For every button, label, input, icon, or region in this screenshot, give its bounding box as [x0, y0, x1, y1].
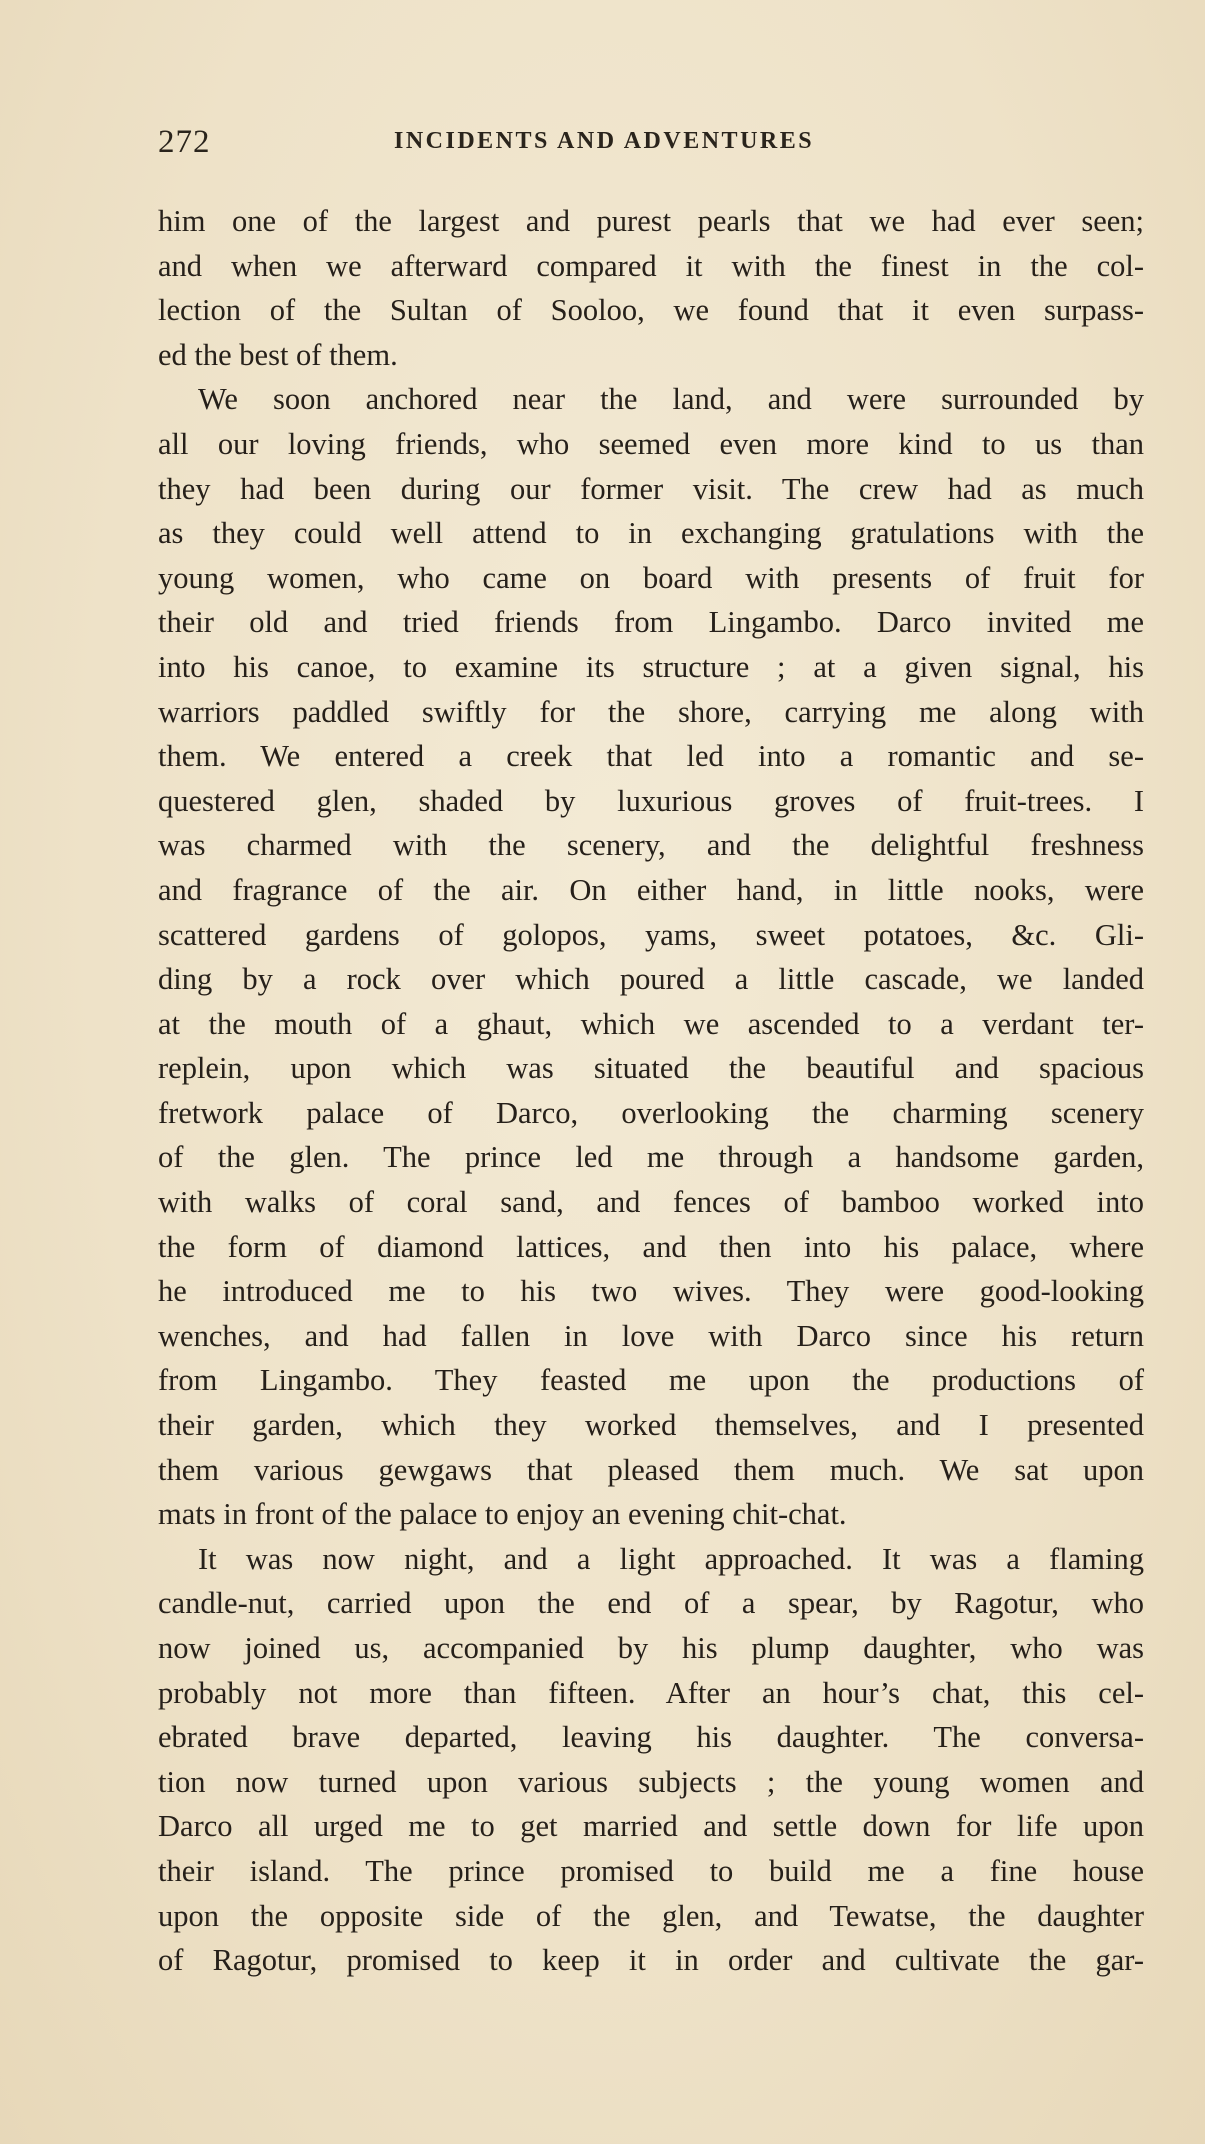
text-line: and fragrance of the air. On either hand, in little nooks, were [158, 872, 1144, 907]
text-line: questered glen, shaded by luxurious groves of fruit-trees. I [158, 783, 1144, 818]
text-line: was charmed with the scenery, and the delightful freshness [158, 828, 1144, 863]
paragraph [158, 1537, 1144, 1983]
text-line: at the mouth of a ghaut, which we ascended to a verdant ter- [158, 1006, 1144, 1041]
text-line: tion now turned upon various subjects ; the young women and [158, 1764, 1144, 1799]
text-line: wenches, and had fallen in love with Darco since his return [158, 1318, 1144, 1353]
text-line: he introduced me to his two wives. They were good-looking [158, 1274, 1144, 1309]
text-line: with walks of coral sand, and fences of bamboo worked into [158, 1185, 1144, 1220]
text-line: now joined us, accompanied by his plump daughter, who was [158, 1631, 1144, 1665]
text-line: as they could well attend to in exchanging gratulations with the [158, 516, 1144, 551]
text-line: lection of the Sultan of Sooloo, we found that it even surpass- [158, 293, 1144, 328]
text-line: probably not more than fifteen. After an hour’s chat, this cel- [158, 1675, 1144, 1710]
text-line: ebrated brave departed, leaving his daughter. The conversa- [158, 1720, 1144, 1755]
text-line: him one of the largest and purest pearls that we had ever seen; [158, 204, 1144, 238]
running-head: INCIDENTS AND ADVENTURES [394, 128, 815, 154]
text-line: from Lingambo. They feasted me upon the productions of [158, 1363, 1144, 1398]
text-line: them various gewgaws that pleased them much. We sat upon [158, 1452, 1144, 1487]
text-line: warriors paddled swiftly for the shore, carrying me along with [158, 694, 1144, 729]
paragraph [158, 199, 1144, 377]
page-header [158, 124, 1128, 168]
text-line: mats in front of the palace to enjoy an evening chit-chat. [158, 1497, 847, 1532]
page-number: 272 [158, 124, 211, 160]
text-line: and when we afterward compared it with the finest in the col- [158, 248, 1144, 283]
text-line: upon the opposite side of the glen, and Tewatse, the daughter [158, 1898, 1144, 1933]
text-line: their old and tried friends from Lingambo. Darco invited me [158, 605, 1144, 640]
text-line: replein, upon which was situated the beautiful and spacious [158, 1051, 1144, 1086]
text-line: Darco all urged me to get married and settle down for life upon [158, 1809, 1144, 1844]
text-line: the form of diamond lattices, and then into his palace, where [158, 1229, 1144, 1264]
text-line: them. We entered a creek that led into a romantic and se- [158, 739, 1144, 774]
text-line: of Ragotur, promised to keep it in order and cultivate the gar- [158, 1943, 1144, 1978]
text-line: their island. The prince promised to build me a fine house [158, 1853, 1144, 1888]
text-line: ed the best of them. [158, 337, 398, 372]
text-line: scattered gardens of golopos, yams, sweet potatoes, &c. Gli- [158, 917, 1144, 952]
text-line: We soon anchored near the land, and were surrounded by [198, 382, 1144, 417]
body-text [158, 199, 1144, 1983]
text-line: into his canoe, to examine its structure ; at a given signal, his [158, 649, 1144, 684]
text-line: candle-nut, carried upon the end of a spear, by Ragotur, who [158, 1586, 1144, 1621]
paragraph [158, 377, 1144, 1536]
text-line: of the glen. The prince led me through a handsome garden, [158, 1140, 1144, 1175]
text-line: It was now night, and a light approached. It was a flaming [198, 1541, 1144, 1576]
text-line: young women, who came on board with presents of fruit for [158, 560, 1144, 595]
text-line: fretwork palace of Darco, overlooking the charming scenery [158, 1095, 1144, 1130]
text-line: they had been during our former visit. The crew had as much [158, 471, 1144, 506]
text-line: ding by a rock over which poured a little cascade, we landed [158, 962, 1144, 997]
text-line: their garden, which they worked themselves, and I presented [158, 1408, 1144, 1443]
text-line: all our loving friends, who seemed even more kind to us than [158, 426, 1144, 461]
